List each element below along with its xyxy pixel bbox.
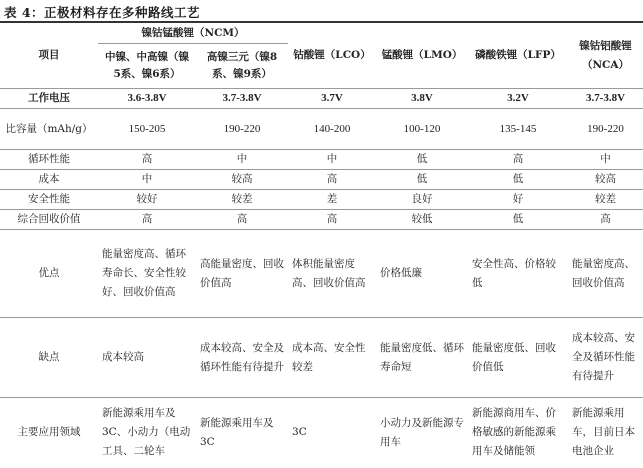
cell: 150-205	[98, 109, 196, 150]
cell: 低	[468, 170, 568, 190]
cell: 小动力及新能源专用车	[380, 416, 465, 448]
cell: 良好	[376, 190, 468, 210]
cell: 高	[288, 170, 376, 190]
cell: 140-200	[288, 109, 376, 150]
cell: 3.7-3.8V	[568, 89, 643, 109]
header-nca: 镍钴铝酸锂（NCA）	[568, 23, 643, 89]
cathode-materials-table	[0, 23, 643, 468]
cell: 体积能量密度高、回收价值高	[288, 230, 376, 318]
cell: 100-120	[376, 109, 468, 150]
cell: 成本较高	[98, 318, 196, 398]
cell: 190-220	[568, 109, 643, 150]
header-ncm-mid: 中镍、中高镍（镍5系、镍6系）	[98, 44, 196, 89]
cell: 3C	[292, 426, 307, 439]
cell: 3.7-3.8V	[196, 89, 288, 109]
cell: 好	[468, 190, 568, 210]
cell: 高	[288, 210, 376, 230]
cell: 中	[288, 150, 376, 170]
cell: 差	[288, 190, 376, 210]
cell: 新能源商用车、价格敏感的新能源乘用车及储能领	[472, 407, 557, 458]
cell: 较好	[98, 190, 196, 210]
row-label-pros: 优点	[0, 230, 98, 318]
cell: 高能量密度、回收价值高	[196, 230, 288, 318]
cell: 新能源乘用车，目前日本电池企业	[572, 407, 636, 458]
cell: 3.6-3.8V	[98, 89, 196, 109]
cell: 较高	[196, 170, 288, 190]
row-label-voltage: 工作电压	[0, 89, 98, 109]
cell: 3.8V	[376, 89, 468, 109]
row-label-recycling: 综合回收价值	[0, 210, 98, 230]
cell: 能量密度高、回收价值高	[568, 230, 643, 318]
cell: 高	[196, 210, 288, 230]
cell: 新能源乘用车及3C	[200, 416, 274, 448]
cell: 能量密度高、循环寿命长、安全性较好、回收价值高	[98, 230, 196, 318]
header-lco: 钴酸锂（LCO）	[288, 23, 376, 89]
cell: 能量密度低、循环寿命短	[376, 318, 468, 398]
table-caption: 表 4：正极材料存在多种路线工艺	[4, 5, 201, 20]
cell: 高	[568, 210, 643, 230]
cell: 3.2V	[468, 89, 568, 109]
row-label-cons: 缺点	[0, 318, 98, 398]
header-ncm-high: 高镍三元（镍8系、镍9系）	[196, 44, 288, 89]
header-item: 项目	[0, 23, 98, 89]
cell: 低	[376, 150, 468, 170]
cell: 高	[468, 150, 568, 170]
cell: 135-145	[468, 109, 568, 150]
cell: 较差	[196, 190, 288, 210]
header-lfp: 磷酸铁锂（LFP）	[468, 23, 568, 89]
cell: 中	[196, 150, 288, 170]
cell: 中	[568, 150, 643, 170]
cell: 成本高、安全性较差	[288, 318, 376, 398]
header-lmo: 锰酸锂（LMO）	[376, 23, 468, 89]
cell: 190-220	[196, 109, 288, 150]
cell: 较差	[568, 190, 643, 210]
cell: 3.7V	[288, 89, 376, 109]
cell: 高	[98, 210, 196, 230]
row-label-cycle: 循环性能	[0, 150, 98, 170]
row-label-safety: 安全性能	[0, 190, 98, 210]
cell: 低	[376, 170, 468, 190]
cell: 安全性高、价格较低	[468, 230, 568, 318]
cell: 低	[468, 210, 568, 230]
cell: 高	[98, 150, 196, 170]
row-label-capacity: 比容量（mAh/g）	[0, 109, 98, 150]
cell: 成本较高、安全及循环性能有待提升	[568, 318, 643, 398]
cell: 较低	[376, 210, 468, 230]
row-label-cost: 成本	[0, 170, 98, 190]
row-label-applications: 主要应用领域	[17, 426, 81, 439]
cell: 较高	[568, 170, 643, 190]
header-ncm: 镍钴锰酸锂（NCM）	[98, 23, 288, 44]
cell: 新能源乘用车及3C、小动力（电动工具、二轮车	[102, 407, 191, 458]
cell: 中	[98, 170, 196, 190]
cell: 价格低廉	[376, 230, 468, 318]
cell: 能量密度低、回收价值低	[468, 318, 568, 398]
cell: 成本较高、安全及循环性能有待提升	[196, 318, 288, 398]
